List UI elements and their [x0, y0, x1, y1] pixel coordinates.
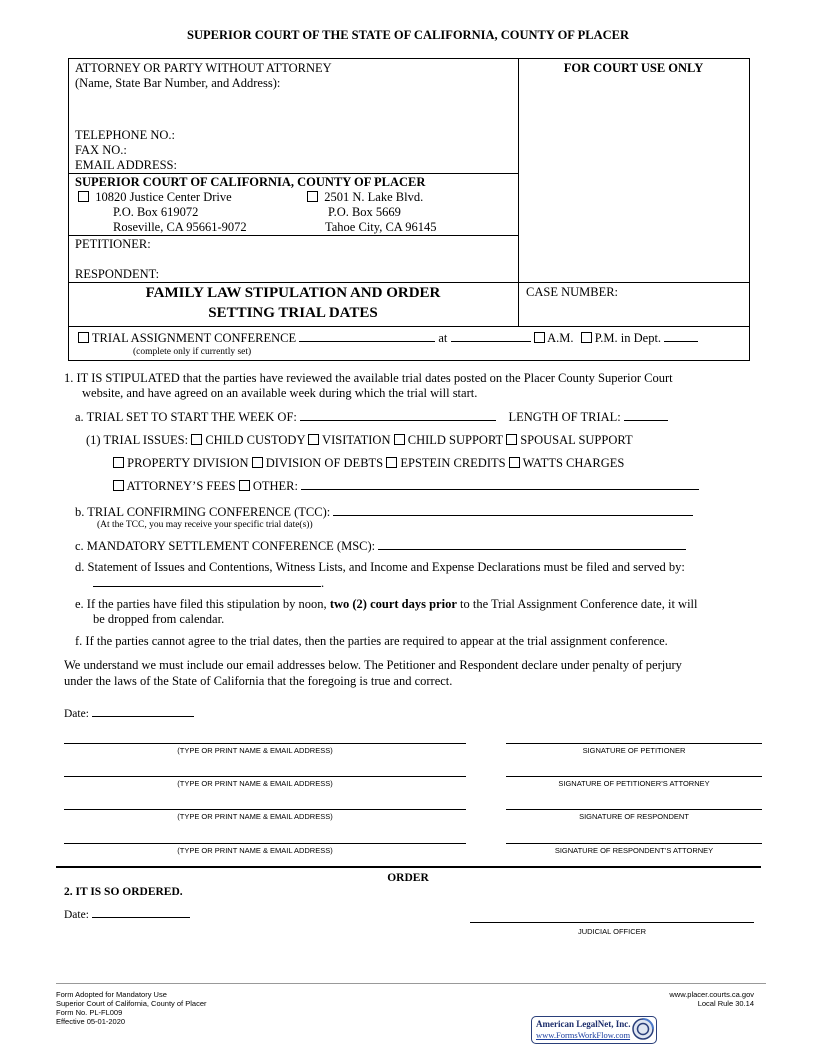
petitioner-label: PETITIONER: — [75, 237, 151, 251]
declaration-line2: under the laws of the State of California that the foregoing is true and correct. — [64, 674, 453, 688]
location-roseville-box: P.O. Box 619072 — [113, 205, 199, 219]
date-field[interactable] — [92, 716, 194, 717]
order-item2: 2. IT IS SO ORDERED. — [64, 886, 183, 898]
date-row: Date: — [64, 708, 194, 720]
issue-visitation-checkbox[interactable] — [308, 434, 319, 445]
issue-property-division-checkbox[interactable] — [113, 457, 124, 468]
fax-label: FAX NO.: — [75, 143, 127, 157]
petitioner-name-label: (TYPE OR PRINT NAME & EMAIL ADDRESS) — [177, 746, 333, 755]
item-d: d. Statement of Issues and Contentions, Witness Lists, and Income and Expense Declarations must be filed and served by: — [75, 560, 685, 574]
trial-length-field[interactable] — [624, 420, 668, 421]
item1-text: 1. IT IS STIPULATED that the parties have reviewed the available trial dates posted on the Placer County Superior Court — [64, 371, 673, 385]
resp-attorney-signature-label: SIGNATURE OF RESPONDENT’S ATTORNEY — [554, 846, 714, 855]
order-title: ORDER — [387, 872, 429, 884]
declaration-line1: We understand we must include our email addresses below. The Petitioner and Respondent declare under penalty of perjury — [64, 658, 682, 672]
footer-website[interactable]: www.placer.courts.ca.gov — [669, 990, 754, 999]
item-b: b. TRIAL CONFIRMING CONFERENCE (TCC): — [75, 505, 693, 520]
issue-child-support-checkbox[interactable] — [394, 434, 405, 445]
attorney-sub-label: (Name, State Bar Number, and Address): — [75, 76, 281, 90]
respondent-name-label: (TYPE OR PRINT NAME & EMAIL ADDRESS) — [177, 812, 333, 821]
order-date-row: Date: — [64, 909, 190, 921]
location-tahoe: 2501 N. Lake Blvd. — [307, 190, 423, 205]
issue-watts-charges-checkbox[interactable] — [509, 457, 520, 468]
location-roseville-checkbox[interactable] — [78, 191, 89, 202]
location-tahoe-box: P.O. Box 5669 — [328, 205, 401, 219]
footer-left-3: Form No. PL-FL009 — [56, 1008, 123, 1017]
issue-epstein-credits-checkbox[interactable] — [386, 457, 397, 468]
item-c: c. MANDATORY SETTLEMENT CONFERENCE (MSC): — [75, 539, 686, 554]
form-title-line2: SETTING TRIAL DATES — [208, 305, 378, 321]
attorney-label: ATTORNEY OR PARTY WITHOUT ATTORNEY — [75, 61, 332, 75]
court-header: SUPERIOR COURT OF THE STATE OF CALIFORNIA, COUNTY OF PLACER — [187, 28, 629, 42]
judicial-officer-label: JUDICIAL OFFICER — [577, 927, 647, 936]
telephone-label: TELEPHONE NO.: — [75, 128, 175, 142]
trial-issues-row3: ATTORNEY’S FEES OTHER: — [113, 479, 699, 494]
footer-left-1: Form Adopted for Mandatory Use — [56, 990, 167, 999]
item-e-cont: be dropped from calendar. — [93, 612, 225, 626]
order-date-field[interactable] — [92, 917, 190, 918]
court-name: SUPERIOR COURT OF CALIFORNIA, COUNTY OF PLACER — [75, 175, 426, 189]
item-f: f. If the parties cannot agree to the trial dates, then the parties are required to appear at the trial assignment conference. — [75, 634, 668, 648]
tac-note: (complete only if currently set) — [133, 347, 252, 357]
form-title-line1: FAMILY LAW STIPULATION AND ORDER — [145, 285, 441, 301]
respondent-label: RESPONDENT: — [75, 267, 160, 281]
item-e: e. If the parties have filed this stipulation by noon, two (2) court days prior to the Trial Assignment Conference date, it will — [75, 597, 698, 611]
footer-local-rule: Local Rule 30.14 — [697, 999, 754, 1008]
location-roseville: 10820 Justice Center Drive — [78, 190, 232, 205]
item1-text-cont: website, and have agreed on an available week during which the trial will start. — [82, 386, 478, 400]
court-use-label: FOR COURT USE ONLY — [563, 61, 704, 75]
american-legalnet-logo[interactable] — [531, 1016, 657, 1044]
msc-field[interactable] — [378, 549, 686, 550]
pet-attorney-name-label: (TYPE OR PRINT NAME & EMAIL ADDRESS) — [177, 779, 333, 788]
item-d-line: . — [93, 576, 324, 591]
issue-other-checkbox[interactable] — [239, 480, 250, 491]
item-a: a. TRIAL SET TO START THE WEEK OF: LENGTH OF TRIAL: — [75, 410, 668, 425]
tcc-note: (At the TCC, you may receive your specific trial date(s)) — [97, 520, 313, 530]
issue-division-of-debts-checkbox[interactable] — [252, 457, 263, 468]
issue-spousal-support-checkbox[interactable] — [506, 434, 517, 445]
resp-attorney-name-label: (TYPE OR PRINT NAME & EMAIL ADDRESS) — [177, 846, 333, 855]
case-number-label: CASE NUMBER: — [526, 285, 619, 299]
logo-url: www.FormsWorkFlow.com — [536, 1030, 631, 1040]
trial-issues-row2: PROPERTY DIVISION DIVISION OF DEBTS EPSTEIN CREDITS WATTS CHARGES — [113, 456, 624, 471]
trial-issues-row1: (1) TRIAL ISSUES: CHILD CUSTODY VISITATION CHILD SUPPORT SPOUSAL SUPPORT — [86, 433, 633, 447]
petitioner-signature-label: SIGNATURE OF PETITIONER — [582, 746, 686, 755]
location-tahoe-checkbox[interactable] — [307, 191, 318, 202]
location-roseville-city: Roseville, CA 95661-9072 — [113, 220, 247, 234]
issue-child-custody-checkbox[interactable] — [191, 434, 202, 445]
filing-deadline-field[interactable] — [93, 586, 321, 587]
footer-left-4: Effective 05-01-2020 — [56, 1017, 126, 1026]
pet-attorney-signature-label: SIGNATURE OF PETITIONER’S ATTORNEY — [558, 779, 710, 788]
tac-row: TRIAL ASSIGNMENT CONFERENCE at A.M. P.M. in Dept. — [78, 331, 698, 346]
email-label: EMAIL ADDRESS: — [75, 158, 177, 172]
tcc-field[interactable] — [333, 515, 693, 516]
logo-name: American LegalNet, Inc. — [536, 1019, 631, 1029]
respondent-signature-label: SIGNATURE OF RESPONDENT — [579, 812, 689, 821]
issue-other-field[interactable] — [301, 489, 699, 490]
footer-left-2: Superior Court of California, County of Placer — [56, 999, 207, 1008]
issue-attorneys-fees-checkbox[interactable] — [113, 480, 124, 491]
globe-icon — [632, 1018, 654, 1040]
trial-week-field[interactable] — [300, 420, 496, 421]
location-tahoe-city: Tahoe City, CA 96145 — [325, 220, 437, 234]
